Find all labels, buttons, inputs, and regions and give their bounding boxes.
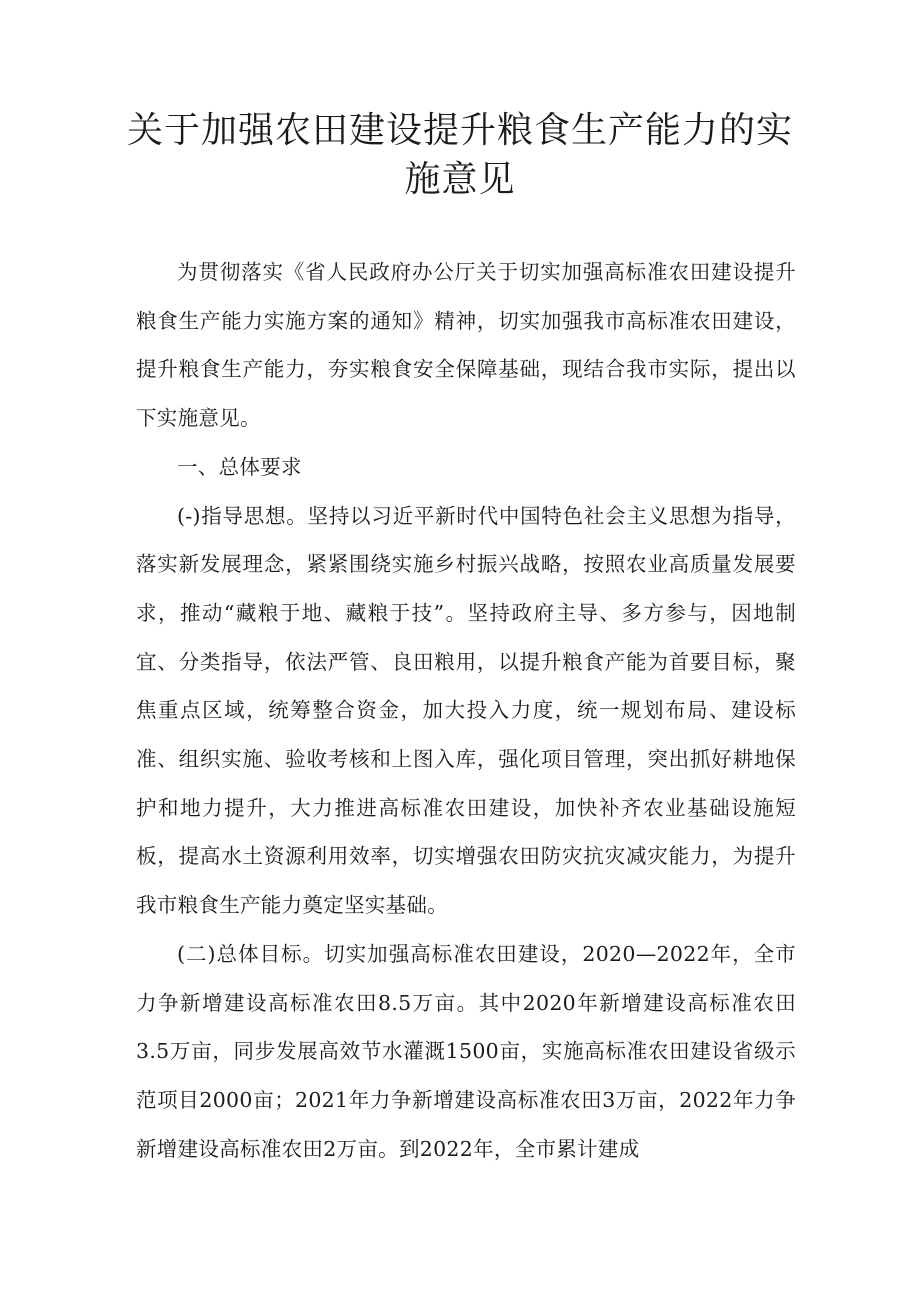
document-title-line-2: 施意见 bbox=[404, 159, 516, 200]
guiding-ideology-paragraph: (-)指导思想。坚持以习近平新时代中国特色社会主义思想为指导，落实新发展理念，紧紧围绕实施乡村振兴战略，按照农业高质量发展要求，推动“藏粮于地、藏粮于技”。坚持政府主导、多方参与，因地制宜、分类指导，依法严管、良田粮用，以提升粮食产能为首要目标，聚焦重点区域，统筹整合资金，加大投入力度，统一规划布局、建设标准、组织实施、验收考核和上图入库，强化项目管理，突出抓好耕地保护和地力提升，大力推进高标准农田建设，加快补齐农业基础设施短板，提高水土资源利用效率，切实增强农田防灾抗灾减灾能力，为提升我市粮食生产能力奠定坚实基础。 bbox=[136, 503, 796, 918]
document-title-line-1: 关于加强农田建设提升粮食生产能力的实 bbox=[126, 110, 793, 151]
intro-paragraph: 为贯彻落实《省人民政府办公厅关于切实加强高标准农田建设提升粮食生产能力实施方案的通知》精神，切实加强我市高标准农田建设，提升粮食生产能力，夯实粮食安全保障基础，现结合我市实际，提出以下实施意见。 bbox=[136, 260, 796, 431]
section-heading-general-requirements: 一、总体要求 bbox=[177, 454, 302, 479]
overall-goal-paragraph: (二)总体目标。切实加强高标准农田建设，2020—2022年，全市力争新增建设高标准农田8.5万亩。其中2020年新增建设高标准农田3.5万亩，同步发展高效节水灌溉1500亩，实施高标准农田建设省级示范项目2000亩；2021年力争新增建设高标准农田3万亩，2022年力争新增建设高标准农田2万亩。到2022年，全市累计建成 bbox=[136, 941, 796, 1161]
document-body bbox=[136, 248, 796, 1173]
